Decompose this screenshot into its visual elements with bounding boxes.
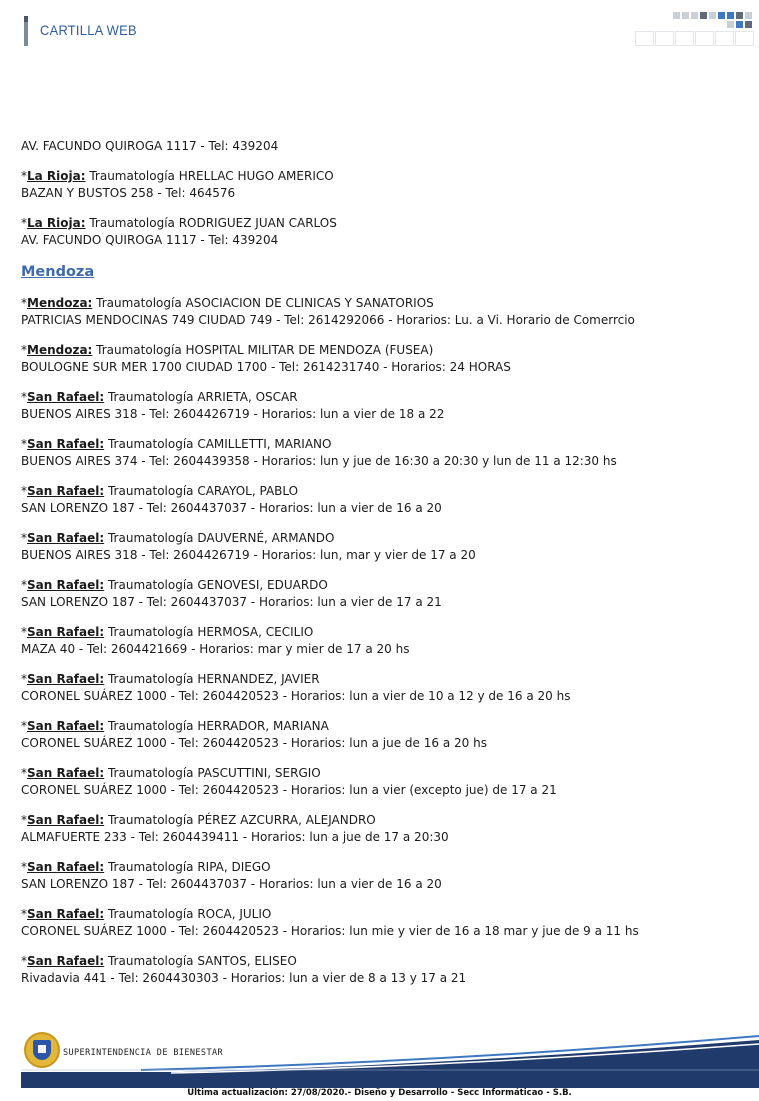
provider-address: SAN LORENZO 187 - Tel: 2604437037 - Horarios: lun a vier de 16 a 20 — [21, 501, 442, 515]
provider-entry — [21, 483, 741, 517]
provider-address: BUENOS AIRES 318 - Tel: 2604426719 - Horarios: lun a vier de 18 a 22 — [21, 407, 445, 421]
provider-specialty: Traumatología SANTOS, ELISEO — [104, 954, 297, 968]
provider-address: BUENOS AIRES 374 - Tel: 2604439358 - Horarios: lun y jue de 16:30 a 20:30 y lun de 11 a 12:30 hs — [21, 454, 617, 468]
provider-name-line — [21, 906, 741, 923]
provider-specialty: Traumatología HERRADOR, MARIANA — [104, 719, 329, 733]
footer-band — [21, 1030, 759, 1088]
provider-name-line — [21, 436, 741, 453]
provider-specialty: Traumatología CAMILLETTI, MARIANO — [104, 437, 332, 451]
provider-specialty: Traumatología HRELLAC HUGO AMERICO — [85, 169, 334, 183]
provider-entry — [21, 765, 741, 799]
provider-specialty: Traumatología PASCUTTINI, SERGIO — [104, 766, 321, 780]
provider-entry — [21, 906, 741, 940]
provider-specialty: Traumatología HOSPITAL MILITAR DE MENDOZA (FUSEA) — [92, 343, 434, 357]
provider-specialty: Traumatología CARAYOL, PABLO — [104, 484, 299, 498]
provider-entry — [21, 577, 741, 611]
bullet-marker: * — [21, 813, 27, 827]
provider-location: Mendoza: — [27, 296, 93, 310]
provider-address: SAN LORENZO 187 - Tel: 2604437037 - Horarios: lun a vier de 17 a 21 — [21, 595, 442, 609]
bullet-marker: * — [21, 766, 27, 780]
page-footer — [21, 1030, 759, 1088]
provider-location: San Rafael: — [27, 907, 105, 921]
provider-location: La Rioja: — [27, 216, 86, 230]
provider-entry — [21, 168, 741, 202]
provider-name-line — [21, 859, 741, 876]
bullet-marker: * — [21, 296, 27, 310]
bullet-marker: * — [21, 169, 27, 183]
provider-address: Rivadavia 441 - Tel: 2604430303 - Horarios: lun a vier de 8 a 13 y 17 a 21 — [21, 971, 467, 985]
provider-specialty: Traumatología PÉREZ AZCURRA, ALEJANDRO — [104, 813, 376, 827]
provider-address: PATRICIAS MENDOCINAS 749 CIUDAD 749 - Tel: 2614292066 - Horarios: Lu. a Vi. Horario de Comerrcio — [21, 313, 635, 327]
provider-address: CORONEL SUÁREZ 1000 - Tel: 2604420523 - Horarios: lun a vier (excepto jue) de 17 a 21 — [21, 783, 557, 797]
provider-address: AV. FACUNDO QUIROGA 1117 - Tel: 439204 — [21, 233, 279, 247]
provider-name-line — [21, 624, 741, 641]
provider-specialty: Traumatología ARRIETA, OSCAR — [104, 390, 298, 404]
provider-address: AV. FACUNDO QUIROGA 1117 - Tel: 439204 — [21, 139, 279, 153]
provider-entry — [21, 718, 741, 752]
provider-entry — [21, 295, 741, 329]
provider-location: San Rafael: — [27, 766, 105, 780]
provider-location: San Rafael: — [27, 954, 105, 968]
provider-entry — [21, 436, 741, 470]
provider-specialty: Traumatología RODRIGUEZ JUAN CARLOS — [85, 216, 337, 230]
bullet-marker: * — [21, 907, 27, 921]
provider-entry — [21, 812, 741, 846]
provider-location: San Rafael: — [27, 672, 105, 686]
organization-name: SUPERINTENDENCIA DE BIENESTAR — [63, 1048, 224, 1058]
bullet-marker: * — [21, 216, 27, 230]
provider-entry — [21, 342, 741, 376]
provider-location: San Rafael: — [27, 531, 105, 545]
provider-name-line — [21, 295, 741, 312]
provider-specialty: Traumatología GENOVESI, EDUARDO — [104, 578, 328, 592]
provider-address: BUENOS AIRES 318 - Tel: 2604426719 - Horarios: lun, mar y vier de 17 a 20 — [21, 548, 476, 562]
provider-location: San Rafael: — [27, 390, 105, 404]
provider-entry — [21, 624, 741, 658]
bullet-marker: * — [21, 578, 27, 592]
provider-entry — [21, 671, 741, 705]
provider-specialty: Traumatología DAUVERNÉ, ARMANDO — [104, 531, 335, 545]
provider-specialty: Traumatología HERNANDEZ, JAVIER — [104, 672, 320, 686]
header-decoration — [635, 8, 757, 48]
last-updated-note: Ultima actualización: 27/08/2020.- Diseño y Desarrollo - Secc Informáticao - S.B. — [187, 1088, 572, 1098]
provider-name-line — [21, 530, 741, 547]
bullet-marker: * — [21, 437, 27, 451]
provider-entry — [21, 138, 741, 155]
provider-specialty: Traumatología HERMOSA, CECILIO — [104, 625, 314, 639]
provider-list — [21, 138, 741, 1000]
provider-address: CORONEL SUÁREZ 1000 - Tel: 2604420523 - Horarios: lun a jue de 16 a 20 hs — [21, 736, 487, 750]
bullet-marker: * — [21, 484, 27, 498]
site-title: CARTILLA WEB — [40, 22, 137, 38]
bullet-marker: * — [21, 390, 27, 404]
provider-address: CORONEL SUÁREZ 1000 - Tel: 2604420523 - Horarios: lun mie y vier de 16 a 18 mar y jue de 9 a 11 hs — [21, 924, 639, 938]
bullet-marker: * — [21, 719, 27, 733]
provider-name-line — [21, 765, 741, 782]
provider-specialty: Traumatología ASOCIACION DE CLINICAS Y SANATORIOS — [92, 296, 434, 310]
provider-entry — [21, 859, 741, 893]
provider-specialty: Traumatología RIPA, DIEGO — [104, 860, 271, 874]
provider-entry — [21, 215, 741, 249]
provider-name-line — [21, 718, 741, 735]
provider-location: San Rafael: — [27, 625, 105, 639]
provider-location: Mendoza: — [27, 343, 93, 357]
provider-location: San Rafael: — [27, 719, 105, 733]
provider-name-line — [21, 671, 741, 688]
page-header — [0, 0, 759, 60]
bullet-marker: * — [21, 343, 27, 357]
mendoza-entries — [21, 295, 741, 987]
provider-name-line — [21, 577, 741, 594]
provider-name-line — [21, 168, 741, 185]
bullet-marker: * — [21, 954, 27, 968]
provider-address: CORONEL SUÁREZ 1000 - Tel: 2604420523 - Horarios: lun a vier de 10 a 12 y de 16 a 20 hs — [21, 689, 571, 703]
provider-name-line — [21, 389, 741, 406]
provider-location: San Rafael: — [27, 437, 105, 451]
bullet-marker: * — [21, 672, 27, 686]
bullet-marker: * — [21, 531, 27, 545]
provider-address: SAN LORENZO 187 - Tel: 2604437037 - Horarios: lun a vier de 16 a 20 — [21, 877, 442, 891]
provider-name-line — [21, 215, 741, 232]
provider-name-line — [21, 483, 741, 500]
provider-entry — [21, 530, 741, 564]
bullet-marker: * — [21, 625, 27, 639]
la-rioja-entries — [21, 138, 741, 249]
organization-seal-logo — [24, 1032, 60, 1068]
provider-entry — [21, 953, 741, 987]
provider-specialty: Traumatología ROCA, JULIO — [104, 907, 272, 921]
provider-location: San Rafael: — [27, 813, 105, 827]
provider-name-line — [21, 812, 741, 829]
provider-address: ALMAFUERTE 233 - Tel: 2604439411 - Horarios: lun a jue de 17 a 20:30 — [21, 830, 449, 844]
header-accent-bar — [24, 16, 28, 46]
provider-address: MAZA 40 - Tel: 2604421669 - Horarios: mar y mier de 17 a 20 hs — [21, 642, 410, 656]
provider-name-line — [21, 342, 741, 359]
provider-address: BOULOGNE SUR MER 1700 CIUDAD 1700 - Tel: 2614231740 - Horarios: 24 HORAS — [21, 360, 511, 374]
bullet-marker: * — [21, 860, 27, 874]
section-heading-mendoza[interactable]: Mendoza — [21, 264, 95, 280]
provider-name-line — [21, 953, 741, 970]
provider-location: San Rafael: — [27, 578, 105, 592]
provider-location: San Rafael: — [27, 860, 105, 874]
provider-entry — [21, 389, 741, 423]
provider-location: La Rioja: — [27, 169, 86, 183]
provider-location: San Rafael: — [27, 484, 105, 498]
provider-address: BAZAN Y BUSTOS 258 - Tel: 464576 — [21, 186, 236, 200]
